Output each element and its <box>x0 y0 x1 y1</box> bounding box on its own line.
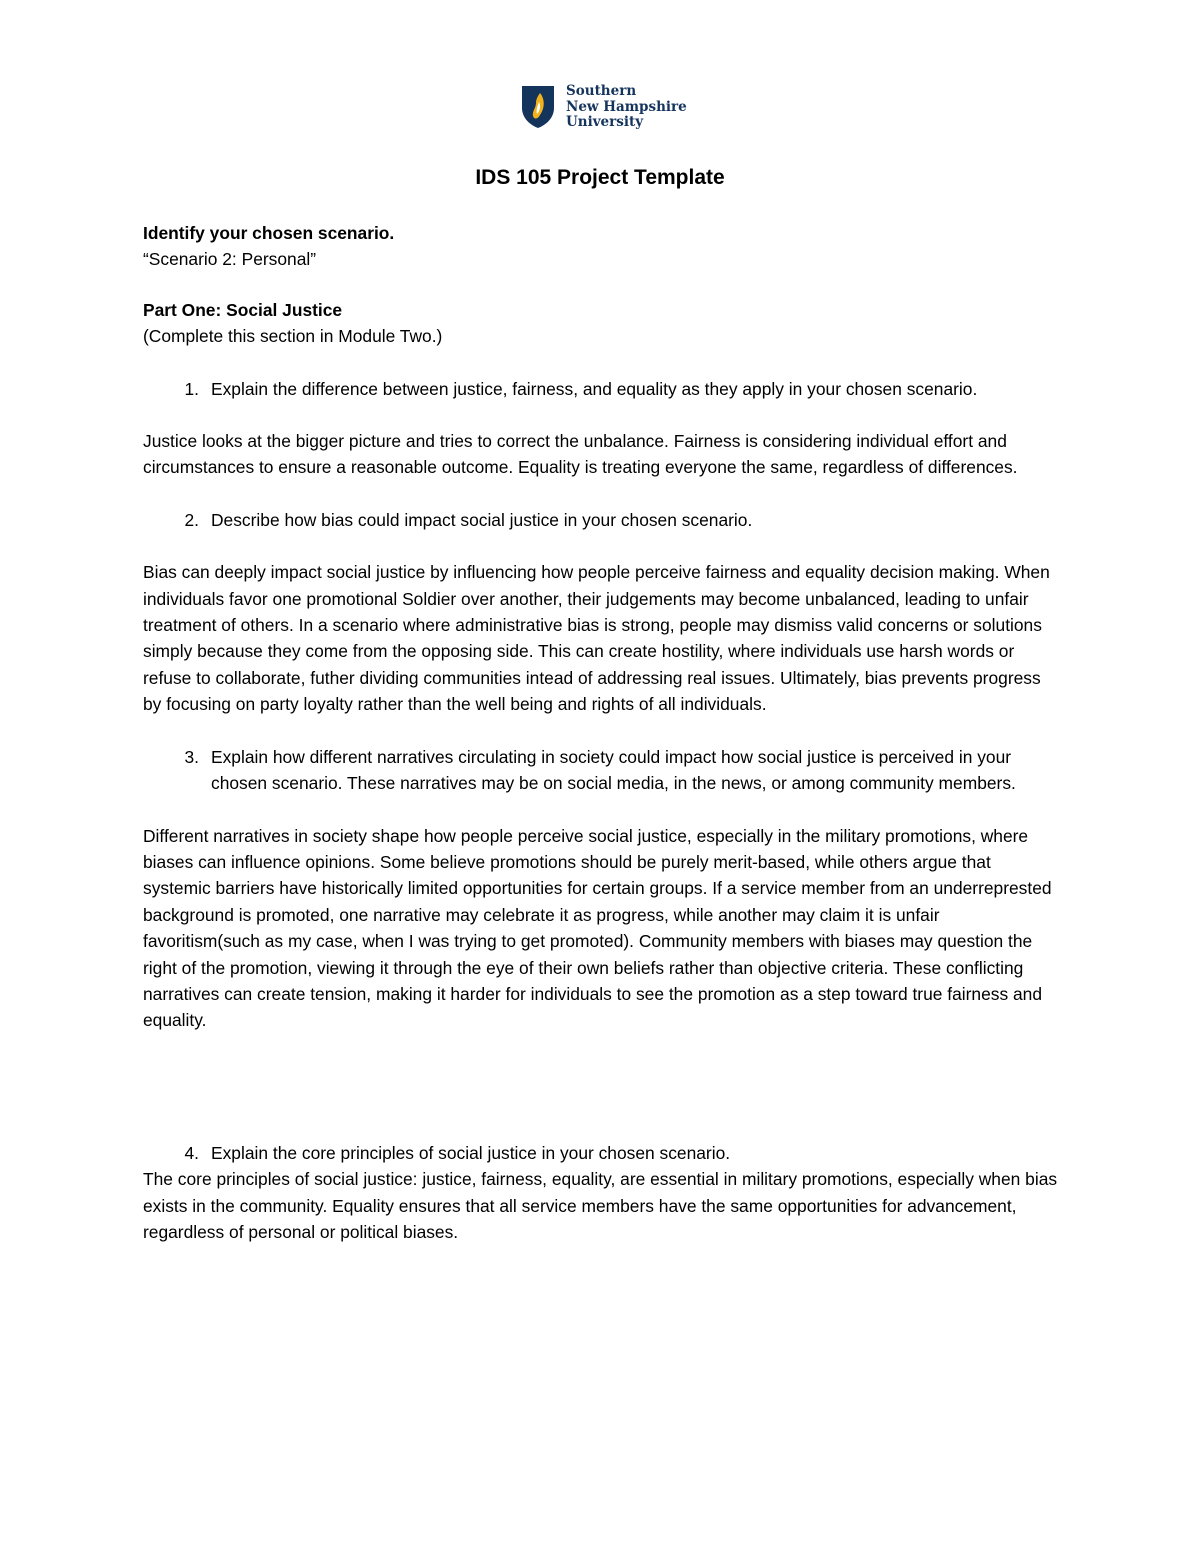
snhu-logo <box>520 84 687 131</box>
scenario-value: “Scenario 2: Personal” <box>143 249 317 270</box>
question-number: 3. <box>184 746 199 767</box>
logo-wordmark <box>566 84 687 131</box>
scenario-heading: Identify your chosen scenario. <box>143 223 395 243</box>
answer-1: Justice looks at the bigger picture and tries to correct the unbalance. Fairness is considering individual effort and circumstances to ensure a reasonable outcome. Equality is treating everyone the same, regardless of differences. <box>143 431 1018 478</box>
answer-3: Different narratives in society shape how people perceive social justice, especially in the military promotions, where biases can influence opinions. Some believe promotions should be purely merit-based, while others argue that systemic barriers have historically limited opportunities for certain groups. If a service member from an underreprested background is promoted, one narrative may celebrate it as progress, while another may claim it is unfair favoritism(such as my case, when I was trying to get promoted). Community members with biases may question the right of the promotion, viewing it through the eye of their own beliefs rather than objective criteria. These conflicting narratives can create tension, making it harder for individuals to see the promotion as a step toward true fairness and equality. <box>143 825 1052 1031</box>
question-3 <box>143 744 1058 797</box>
question-text: Explain how different narratives circulating in society could impact how social justice is perceived in your chosen scenario. These narratives may be on social media, in the news, or among community members. <box>211 746 1016 794</box>
question-text: Describe how bias could impact social justice in your chosen scenario. <box>211 509 753 530</box>
part-one-heading: Part One: Social Justice <box>143 299 343 320</box>
logo-line-2: New Hampshire <box>566 98 687 115</box>
question-text: Explain the difference between justice, fairness, and equality as they apply in your chosen scenario. <box>211 378 978 399</box>
document-title: IDS 105 Project Template <box>475 166 725 189</box>
question-text: Explain the core principles of social justice in your chosen scenario. <box>211 1142 731 1163</box>
question-2 <box>143 507 1058 533</box>
question-4 <box>143 1140 1058 1166</box>
part-one-note: (Complete this section in Module Two.) <box>143 326 443 347</box>
shield-flame-icon <box>520 84 556 130</box>
question-number: 1. <box>184 378 199 399</box>
question-number: 2. <box>184 509 199 530</box>
question-1 <box>143 376 1058 402</box>
answer-2: Bias can deeply impact social justice by influencing how people perceive fairness and equality decision making. When individuals favor one promotional Soldier over another, their judgements may become unbalanced, leading to unfair treatment of others. In a scenario where administrative bias is strong, people may dismiss valid concerns or solutions simply because they come from the opposing side. This can create hostility, where individuals use harsh words or refuse to collaborate, futher dividing communities intead of addressing real issues. Ultimately, bias prevents progress by focusing on party loyalty rather than the well being and rights of all individuals. <box>143 562 1050 715</box>
logo-line-1: Southern <box>566 83 637 99</box>
question-number: 4. <box>184 1142 199 1163</box>
logo-line-3: University <box>566 114 644 130</box>
document-body <box>143 220 1058 1245</box>
answer-4: The core principles of social justice: justice, fairness, equality, are essential in military promotions, especially when bias exists in the community. Equality ensures that all service members have the same opportunities for advancement, regardless of personal or political biases. <box>143 1169 1058 1242</box>
